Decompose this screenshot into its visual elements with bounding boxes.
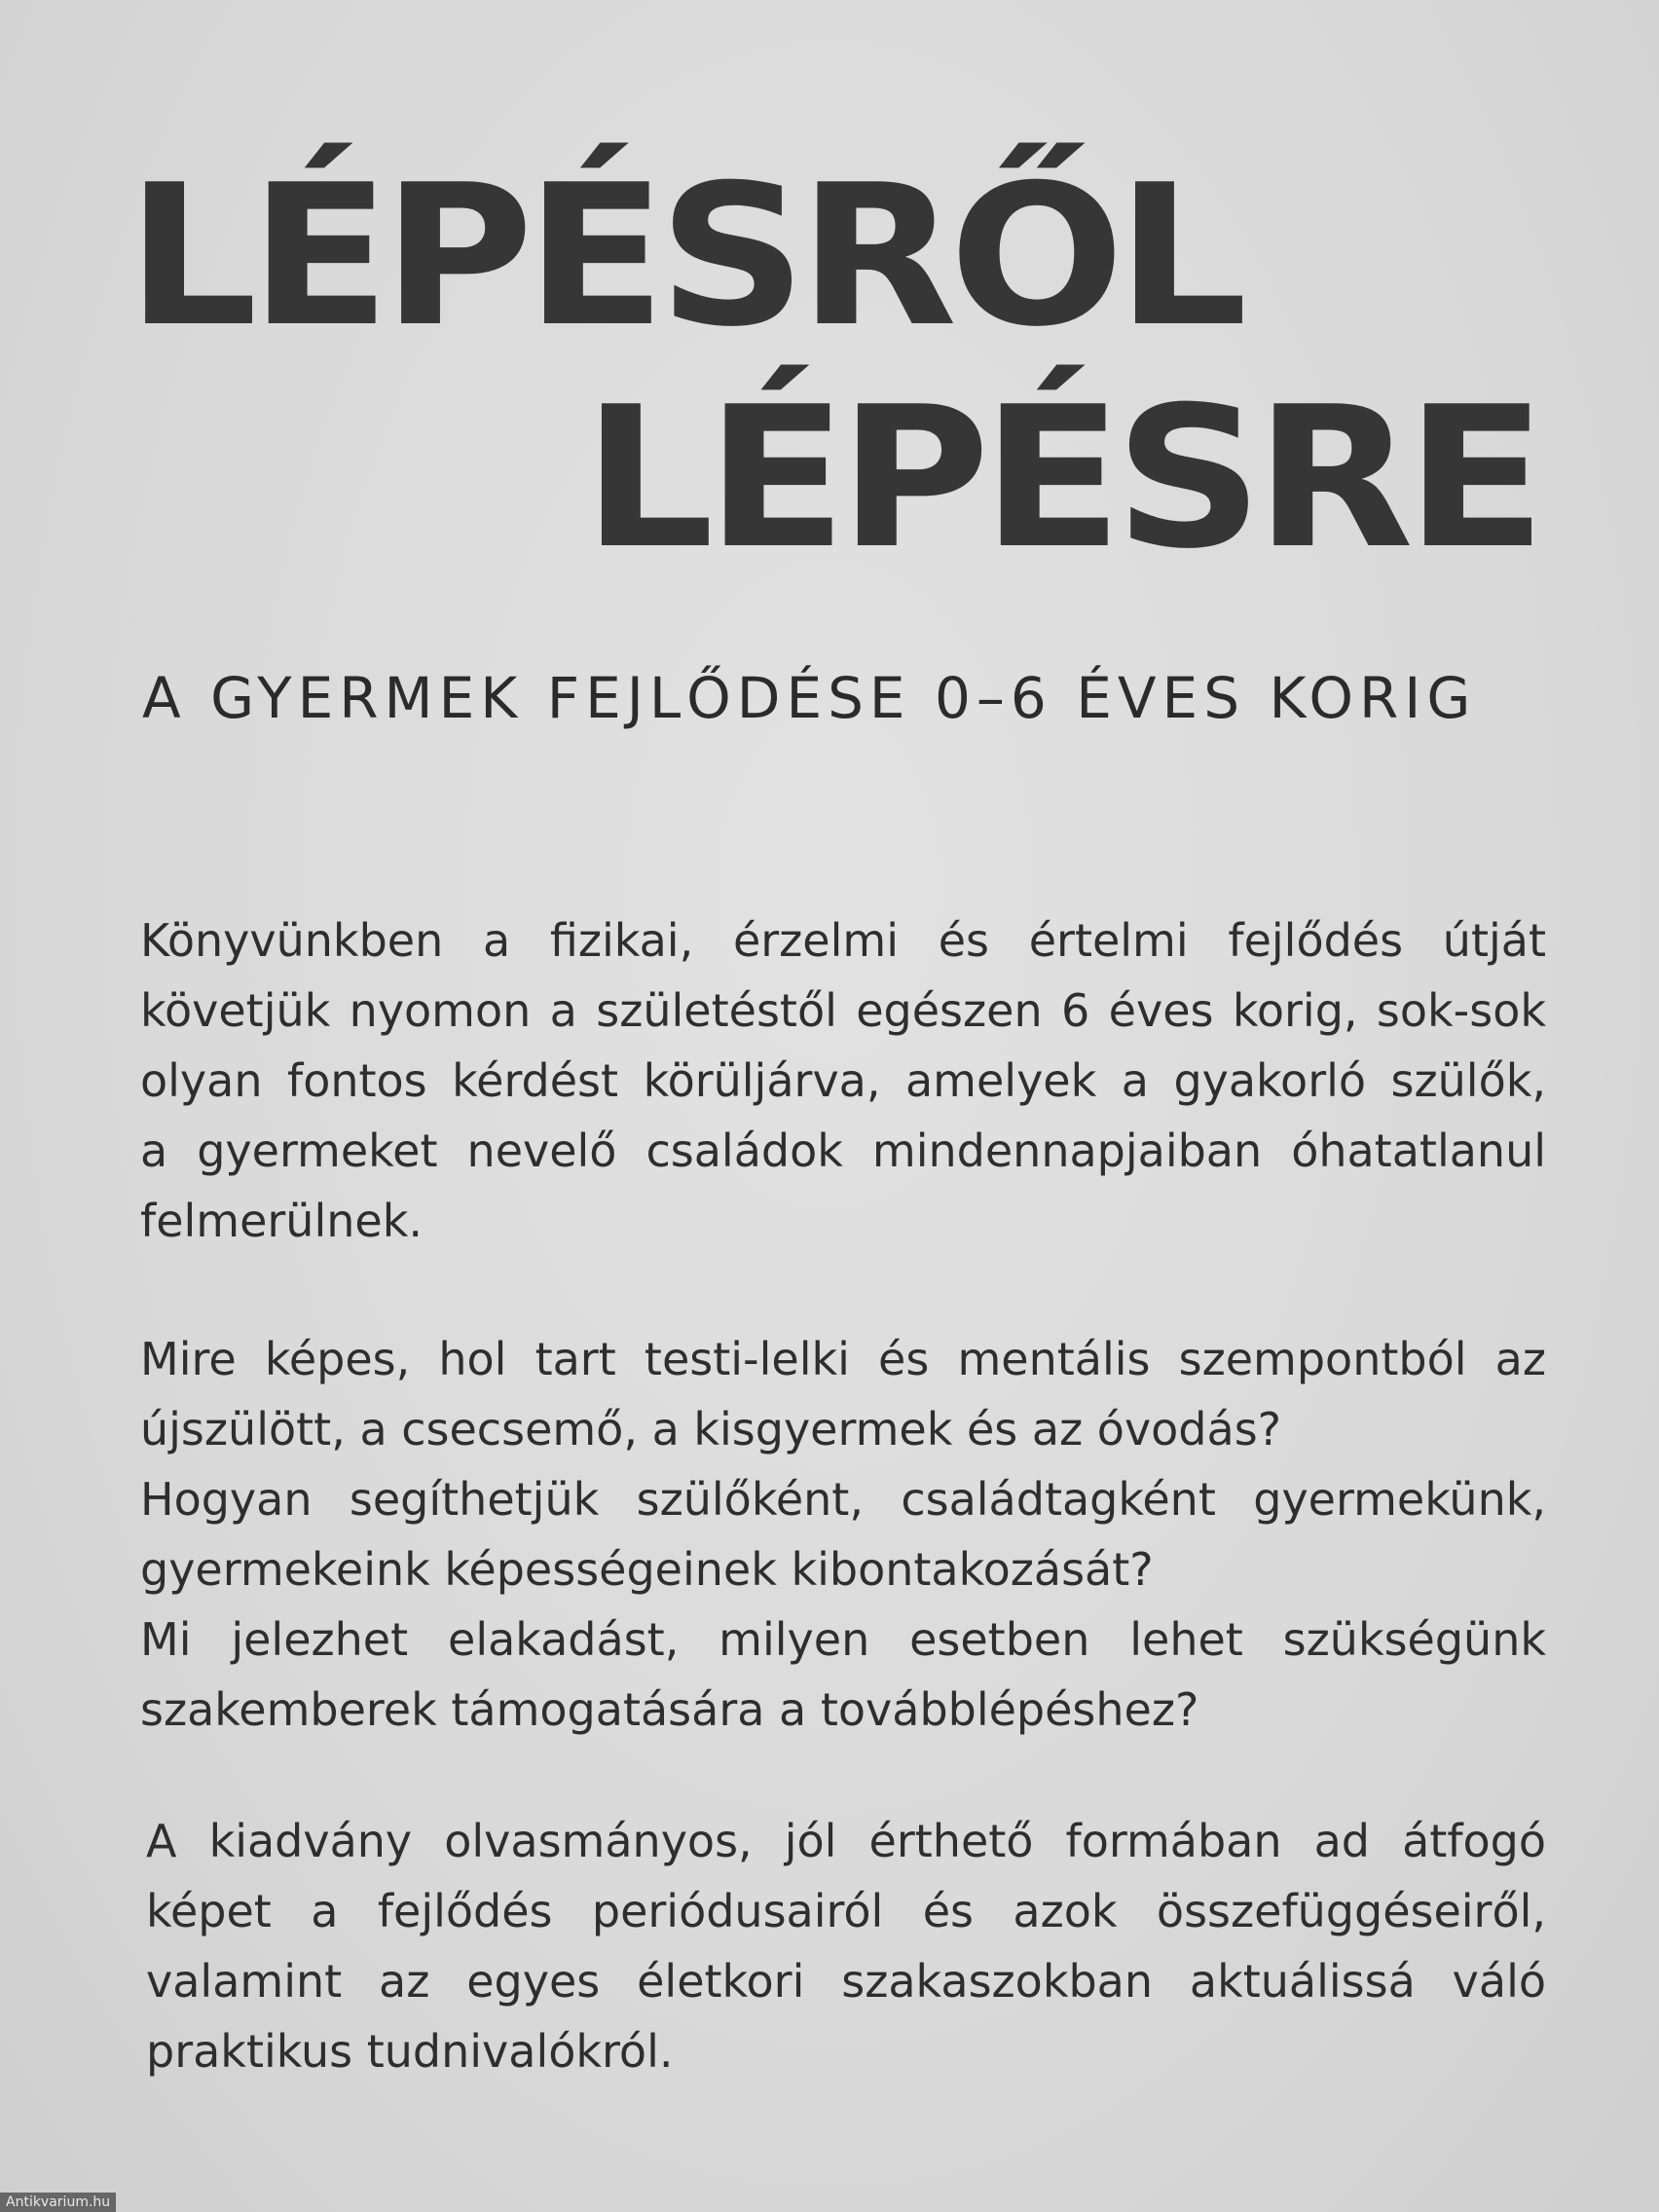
book-title [97, 143, 1538, 592]
title-line-2: LÉPÉSRE [582, 365, 1538, 592]
watermark: Antikvarium.hu [0, 2193, 116, 2212]
text-line: A kiadvány olvasmányos, jól érthető formában ad átfogó [146, 1815, 1546, 1867]
text-line: képet a fejlődés periódusairól és azok összefüggéseiről, [146, 1885, 1546, 1937]
text-line: Könyvünkben a fizikai, érzelmi és értelmi fejlődés útját [140, 914, 1546, 967]
paragraph-questions [140, 1324, 1546, 1745]
text-line: Mi jelezhet elakadást, milyen esetben lehet szükségünk [140, 1613, 1546, 1666]
text-line: gyermekeink képességeinek kibontakozását? [140, 1543, 1154, 1596]
text-line: szakemberek támogatására a továbblépéshez? [140, 1683, 1199, 1736]
text-line: Mire képes, hol tart testi-lelki és mentális szempontból az [140, 1333, 1546, 1385]
text-line: felmerülnek. [140, 1195, 423, 1247]
text-line: praktikus tudnivalókról. [146, 2025, 674, 2078]
title-line-1: LÉPÉSRŐL [126, 143, 1240, 370]
text-line: Hogyan segíthetjük szülőként, családtagként gyermekünk, [140, 1473, 1546, 1526]
text-line: követjük nyomon a születéstől egészen 6 éves korig, sok-sok [140, 984, 1546, 1037]
paragraph-summary [146, 1806, 1546, 2086]
text-line: valamint az egyes életkori szakaszokban aktuálissá váló [146, 1955, 1546, 2008]
book-subtitle: A GYERMEK FEJLŐDÉSE 0–6 ÉVES KORIG [142, 665, 1477, 731]
text-line: a gyermeket nevelő családok mindennapjaiban óhatatlanul [140, 1124, 1546, 1177]
text-line: újszülött, a csecsemő, a kisgyermek és az óvodás? [140, 1403, 1282, 1456]
text-line: olyan fontos kérdést körüljárva, amelyek a gyakorló szülők, [140, 1054, 1546, 1107]
paragraph-intro [140, 905, 1546, 1256]
